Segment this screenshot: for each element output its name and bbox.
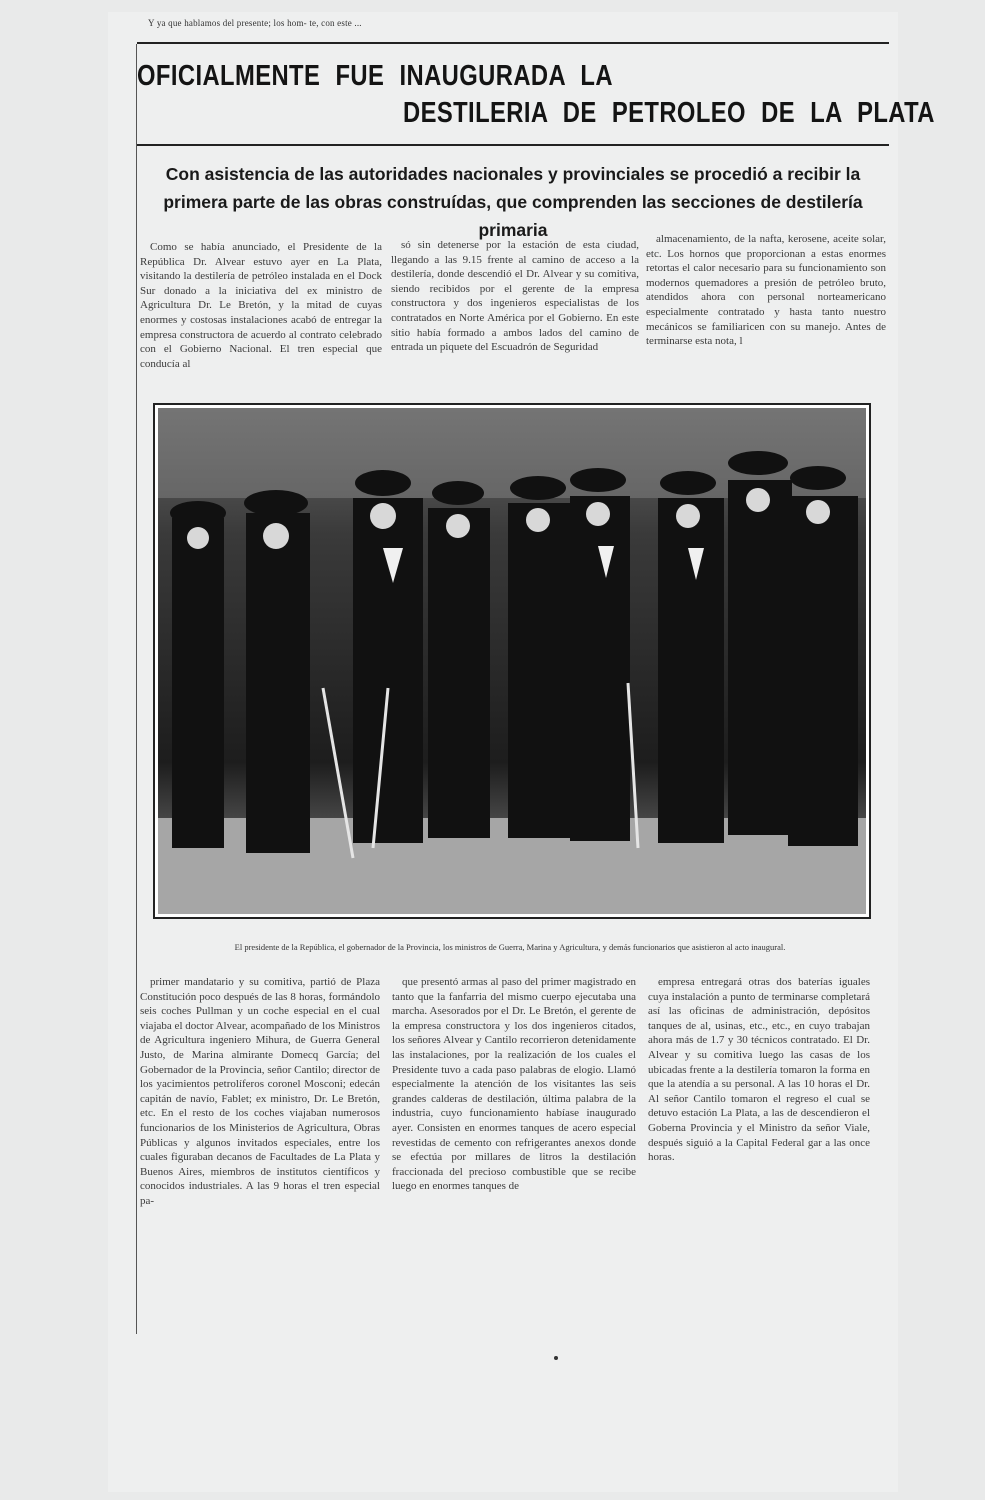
top-rule	[137, 42, 889, 44]
lower-column-2-text: que presentó armas al paso del primer magistrado en tanto que la fanfarria del mismo cuerpo ejecutaba una marcha. Asesorados por el Dr. Le Bretón, el gerente de la empresa constructora y los dos ingenieros citados, los señores Alvear y Cantilo recorrieron detenidamente las instalaciones, por la realización de los cuales el Presidente tuvo a cada paso palabras de elogio. Llamó especialmente la atención de los visitantes las seis grandes calderas de destilación, última palabra de la industria, cuyo funcionamiento habíase inaugurado ayer. Consisten en enormes tanques de acero especial revestidas de cemento con refrigerantes anexos donde se efectúa por millares de litros la destilación fraccionada del precioso combustible que se recibe luego en enormes tanques de	[392, 976, 636, 1193]
photo-caption: El presidente de la República, el gobernador de la Provincia, los ministros de Guerra, Marina y Agricultura, y demás funcionarios que asistieron al acto inaugural.	[234, 942, 786, 952]
upper-column-1	[140, 240, 382, 395]
upper-column-3	[646, 232, 886, 392]
previous-article-fragment: Y ya que hablamos del presente; los hom- te, con este ...	[148, 18, 362, 28]
upper-column-2	[391, 238, 639, 395]
upper-column-3-text: almacenamiento, de la nafta, kerosene, aceite solar, etc. Los hornos que proporcionan a estas enormes retortas el calor necesario para su funcionamiento son modernos quemadores a presión de petróleo bruto, atendidos ahora con personal norteamericano especialmente contratado y hasta tanto nuestro mecánicos se familiaricen con su manejo. Antes de terminarse esta nota, l	[646, 233, 886, 348]
headline-line-1: OFICIALMENTE FUE INAUGURADA LA	[137, 60, 613, 92]
lower-column-1-text: primer mandatario y su comitiva, partió de Plaza Constitución poco después de las 8 horas, formándolo seis coches Pullman y un coche especial en el cual viajaba el doctor Alvear, acompañado de los Ministros de Agricultura ingeniero Mihura, de Guerra General Justo, de Marina almirante Domecq García; del Gobernador de la Provincia, señor Cantilo; director de los yacimientos petrolíferos coronel Mosconi; edecán capitán de navío, Fablet; ex ministro, Dr. Le Bretón, etc. En el resto de los coches viajaban numerosos funcionarios de los Ministerios de Agricultura, Obras Públicas y algunos invitados especiales, entre los cuales figuraban decanos de Facultades de La Plata y Buenos Aires, miembros de institutos científicos y conocidos industriales. A las 9 horas el tren especial pa-	[140, 976, 380, 1207]
headline-rule	[137, 144, 889, 146]
upper-column-1-text: Como se había anunciado, el Presidente de la República Dr. Alvear estuvo ayer en La Plata, visitando la destilería de petróleo instalada en el Dock Sur donado a la iniciativa del ex ministro de Agricultura Dr. Le Bretón, y la mitad de cuyas enormes y costosas instalaciones acabó de entregar la empresa constructora de acuerdo al contrato celebrado con el Gobierno Nacional. El tren especial que conducía al	[140, 241, 382, 370]
group-photo-image	[158, 408, 866, 914]
subheadline: Con asistencia de las autoridades nacionales y provinciales se procedió a recibir la primera parte de las obras construídas, que comprenden las secciones de destilería primaria	[163, 164, 863, 240]
lower-column-3	[648, 975, 870, 1335]
page-mark	[554, 1356, 558, 1360]
lower-column-3-text: empresa entregará otras dos baterías iguales cuya instalación a punto de terminarse completará así las oficinas de administración, depósitos tanques de al, usinas, etc., etc., en cuyo trabajan ahora más de 1.7 y 30 técnicos contratado. El Dr. Alvear y su comitiva luego las casas de los ubicadas frente a la destilería tomaron la forma en que la atendía a su personal. A las 10 horas el Dr. Al señor Cantilo tomaron el regreso el cual se detuvo estación La Plata, a las de descendieron el Goberna Provincia y el Ministro da señor Viale, después siguió a la Capital Federal gar a las once horas.	[648, 976, 870, 1164]
inauguration-photo	[153, 403, 871, 919]
upper-column-2-text: só sin detenerse por la estación de esta ciudad, llegando a las 9.15 frente al camino de acceso a la destilería, donde descendió el Dr. Alvear y su comitiva, siendo recibidos por el gerente de la empresa constructora y dos ingenieros especialistas de los contratados en Norte América por el Gobierno. En este sitio había formado a ambos lados del camino de entrada un piquete del Escuadrón de Seguridad	[391, 239, 639, 354]
headline-line-2: DESTILERIA DE PETROLEO DE LA PLATA	[403, 97, 935, 129]
lower-column-2	[392, 975, 636, 1335]
lower-column-1	[140, 975, 380, 1335]
